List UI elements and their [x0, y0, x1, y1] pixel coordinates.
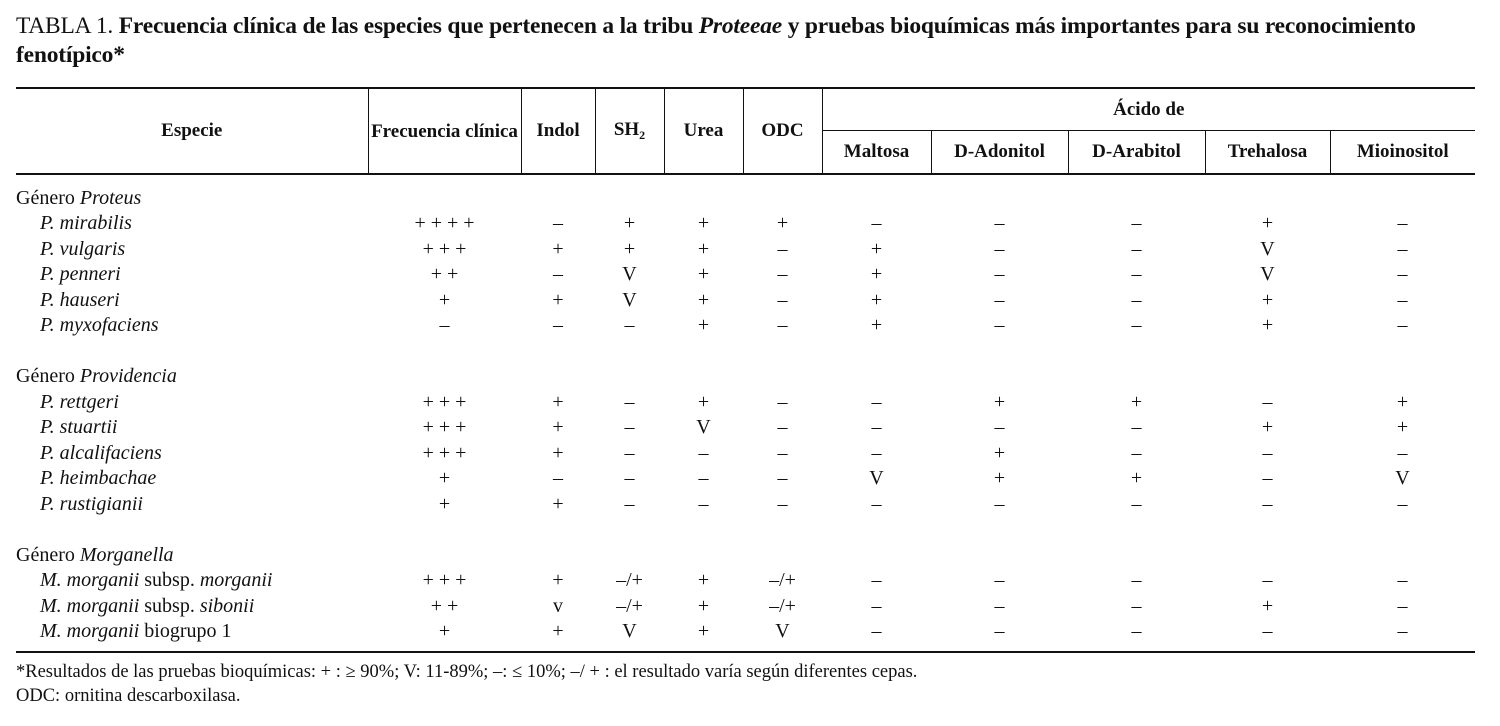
- value-cell: + +: [430, 263, 459, 286]
- species-cell: [16, 466, 368, 492]
- value-cell: V: [622, 263, 637, 286]
- value-cell: +: [697, 212, 710, 235]
- species-cell: [16, 619, 368, 645]
- value-cell: v: [553, 594, 563, 617]
- value-cell: +: [552, 441, 564, 464]
- value-cell: + + +: [422, 416, 467, 439]
- footnote-odc: ODC: ornitina descarboxilasa.: [16, 686, 241, 706]
- value-cell: –: [777, 263, 788, 286]
- value-cell: + + +: [422, 569, 467, 592]
- title-tribe: Proteeae: [698, 13, 782, 39]
- species-name: M. morganii: [40, 620, 140, 643]
- spacer-row: [16, 517, 1475, 542]
- species-name: P. stuartii: [40, 416, 118, 439]
- value-cell: –: [1131, 441, 1142, 464]
- value-cell: –: [1131, 263, 1142, 286]
- species-name: P. mirabilis: [40, 212, 132, 235]
- species-cell: [16, 415, 368, 441]
- spacer-cell: [16, 517, 1475, 542]
- spacer-row: [16, 339, 1475, 364]
- value-cell: –: [1131, 237, 1142, 260]
- value-cell: + + +: [422, 441, 467, 464]
- value-cell: –: [1131, 594, 1142, 617]
- header-mioinositol: Mioinositol: [1330, 131, 1475, 175]
- species-subspecies: sibonii: [199, 594, 255, 617]
- value-cell: –: [1262, 390, 1273, 413]
- species-name: P. vulgaris: [40, 237, 126, 260]
- table-label: TABLA 1.: [16, 13, 114, 39]
- value-cell: +: [1261, 594, 1274, 617]
- species-row: [16, 313, 1475, 339]
- value-cell: V: [1260, 263, 1275, 286]
- value-cell: –: [1397, 441, 1408, 464]
- value-cell: +: [1261, 288, 1274, 311]
- header-urea: Urea: [664, 88, 743, 174]
- value-cell: –: [994, 416, 1005, 439]
- value-cell: +: [697, 288, 710, 311]
- value-cell: –: [1262, 441, 1273, 464]
- species-row: [16, 262, 1475, 288]
- value-cell: –: [1397, 263, 1408, 286]
- value-cell: –/+: [769, 569, 796, 592]
- value-cell: –: [439, 314, 450, 337]
- header-sh2-base: SH: [613, 119, 640, 140]
- species-cell: [16, 313, 368, 339]
- value-cell: V: [622, 620, 637, 643]
- genus-prefix: Género: [16, 365, 75, 387]
- value-cell: –: [1262, 467, 1273, 490]
- value-cell: –: [1397, 212, 1408, 235]
- value-cell: –: [1397, 620, 1408, 643]
- species-name: P. rettgeri: [40, 390, 119, 413]
- value-cell: +: [438, 467, 451, 490]
- spacer-cell: [16, 645, 1475, 652]
- value-cell: +: [552, 390, 564, 413]
- header-trehalosa: Trehalosa: [1205, 131, 1330, 175]
- header-maltosa: Maltosa: [822, 131, 931, 175]
- value-cell: +: [697, 620, 710, 643]
- value-cell: +: [552, 237, 564, 260]
- table-header: [16, 88, 1475, 174]
- value-cell: –: [553, 212, 563, 235]
- genus-row: [16, 542, 1475, 568]
- value-cell: –: [1131, 288, 1142, 311]
- value-cell: + + + +: [414, 212, 475, 235]
- value-cell: +: [552, 620, 564, 643]
- value-cell: –: [1131, 416, 1142, 439]
- species-cell: [16, 568, 368, 594]
- species-name: P. myxofaciens: [40, 314, 159, 337]
- species-name: P. heimbachae: [40, 467, 157, 490]
- header-indol: Indol: [521, 88, 595, 174]
- species-name: M. morganii: [40, 594, 140, 617]
- species-cell: [16, 237, 368, 263]
- value-cell: V: [775, 620, 790, 643]
- value-cell: –: [1397, 594, 1408, 617]
- title-text-after: y pruebas bioquímicas más importantes para su reconocimiento fenotípico*: [16, 13, 1416, 68]
- value-cell: –: [994, 314, 1005, 337]
- value-cell: –: [624, 441, 635, 464]
- value-cell: –: [994, 569, 1005, 592]
- value-cell: +: [552, 569, 564, 592]
- genus-cell: [16, 185, 1475, 211]
- value-cell: –: [1262, 492, 1273, 515]
- species-row: [16, 441, 1475, 467]
- value-cell: –: [1131, 569, 1142, 592]
- value-cell: –: [1131, 492, 1142, 515]
- header-acido-de: Ácido de: [822, 88, 1475, 131]
- value-cell: –: [871, 492, 882, 515]
- species-qualifier: subsp.: [139, 569, 200, 592]
- species-cell: [16, 492, 368, 518]
- value-cell: +: [993, 441, 1006, 464]
- value-cell: +: [697, 569, 710, 592]
- species-cell: [16, 262, 368, 288]
- value-cell: –: [1262, 620, 1273, 643]
- header-sh2: [595, 88, 664, 174]
- genus-cell: [16, 364, 1475, 390]
- header-especie: Especie: [161, 120, 223, 141]
- value-cell: –: [553, 314, 563, 337]
- biochemical-table: [16, 87, 1475, 653]
- value-cell: +: [438, 620, 451, 643]
- value-cell: +: [1261, 212, 1274, 235]
- genus-prefix: Género: [16, 186, 75, 209]
- value-cell: +: [697, 390, 710, 413]
- species-qualifier: subsp.: [139, 594, 200, 617]
- value-cell: –: [871, 620, 882, 643]
- value-cell: +: [1261, 416, 1274, 439]
- value-cell: –: [777, 390, 788, 413]
- value-cell: V: [622, 288, 637, 311]
- species-row: [16, 211, 1475, 237]
- value-cell: –: [624, 314, 635, 337]
- value-cell: –/+: [769, 594, 796, 617]
- value-cell: –: [624, 492, 635, 515]
- value-cell: –: [871, 390, 882, 413]
- value-cell: V: [1260, 237, 1275, 260]
- species-cell: [16, 594, 368, 620]
- value-cell: –: [871, 441, 882, 464]
- value-cell: –: [994, 620, 1005, 643]
- species-row: [16, 415, 1475, 441]
- value-cell: –: [777, 467, 788, 490]
- value-cell: –: [1397, 237, 1408, 260]
- value-cell: –: [777, 288, 788, 311]
- value-cell: +: [1261, 314, 1274, 337]
- species-row: [16, 619, 1475, 645]
- genus-row: [16, 364, 1475, 390]
- species-cell: [16, 441, 368, 467]
- value-cell: –: [624, 467, 635, 490]
- value-cell: –: [871, 594, 882, 617]
- value-cell: –/+: [616, 569, 643, 592]
- genus-name: Morganella: [79, 543, 174, 566]
- value-cell: +: [993, 467, 1006, 490]
- value-cell: + + +: [422, 237, 467, 260]
- spacer-row: [16, 645, 1475, 652]
- value-cell: +: [697, 314, 710, 337]
- species-name: P. rustigianii: [40, 492, 143, 515]
- value-cell: +: [552, 416, 564, 439]
- species-row: [16, 237, 1475, 263]
- spacer-row: [16, 174, 1475, 185]
- species-name: P. penneri: [40, 263, 121, 286]
- species-row: [16, 594, 1475, 620]
- value-cell: +: [438, 492, 451, 515]
- value-cell: –: [994, 492, 1005, 515]
- value-cell: +: [776, 212, 789, 235]
- table-body: [16, 174, 1475, 652]
- header-arabitol: D-Arabitol: [1068, 131, 1205, 175]
- value-cell: –: [1262, 569, 1273, 592]
- value-cell: +: [552, 492, 564, 515]
- value-cell: V: [1395, 467, 1410, 490]
- value-cell: –: [553, 467, 563, 490]
- value-cell: –: [698, 492, 709, 515]
- value-cell: –: [871, 416, 882, 439]
- value-cell: –: [553, 263, 563, 286]
- value-cell: –: [777, 237, 788, 260]
- value-cell: + +: [430, 594, 459, 617]
- species-qualifier: biogrupo 1: [139, 620, 232, 643]
- value-cell: +: [1130, 467, 1143, 490]
- value-cell: +: [870, 237, 883, 260]
- value-cell: +: [993, 390, 1006, 413]
- table-title-text: [16, 13, 1416, 68]
- value-cell: +: [870, 263, 883, 286]
- value-cell: +: [552, 288, 564, 311]
- value-cell: +: [697, 237, 710, 260]
- value-cell: –: [698, 467, 709, 490]
- value-cell: –: [1397, 288, 1408, 311]
- genus-prefix: Género: [16, 543, 75, 566]
- value-cell: +: [870, 314, 883, 337]
- genus-name: Proteus: [79, 186, 142, 209]
- table-footnotes: [16, 660, 1486, 708]
- value-cell: –: [1397, 314, 1408, 337]
- header-sh2-sub: 2: [639, 128, 646, 142]
- value-cell: –: [777, 416, 788, 439]
- value-cell: –: [1131, 314, 1142, 337]
- value-cell: –: [777, 441, 788, 464]
- species-cell: [16, 390, 368, 416]
- value-cell: +: [623, 237, 636, 260]
- value-cell: +: [870, 288, 883, 311]
- value-cell: –/+: [616, 594, 643, 617]
- value-cell: + + +: [422, 390, 467, 413]
- value-cell: –: [698, 441, 709, 464]
- species-row: [16, 390, 1475, 416]
- value-cell: +: [697, 594, 710, 617]
- value-cell: +: [697, 263, 710, 286]
- value-cell: –: [1397, 569, 1408, 592]
- value-cell: V: [869, 467, 884, 490]
- genus-name: Providencia: [79, 365, 177, 387]
- value-cell: +: [623, 212, 636, 235]
- value-cell: –: [994, 212, 1005, 235]
- value-cell: –: [871, 212, 882, 235]
- species-row: [16, 492, 1475, 518]
- species-name: M. morganii: [40, 569, 140, 592]
- species-row: [16, 568, 1475, 594]
- value-cell: +: [1396, 390, 1409, 413]
- value-cell: –: [1397, 492, 1408, 515]
- footnote-results: *Resultados de las pruebas bioquímicas: + : ≥ 90%; V: 11-89%; –: ≤ 10%; –/ + : el resultado varía según diferentes cepas.: [16, 662, 918, 682]
- species-name: P. hauseri: [40, 288, 120, 311]
- value-cell: –: [777, 314, 788, 337]
- value-cell: –: [1131, 212, 1142, 235]
- species-subspecies: morganii: [199, 569, 273, 592]
- value-cell: +: [1396, 416, 1409, 439]
- species-row: [16, 466, 1475, 492]
- value-cell: –: [994, 237, 1005, 260]
- header-adonitol: D-Adonitol: [931, 131, 1068, 175]
- value-cell: –: [777, 492, 788, 515]
- species-cell: [16, 288, 368, 314]
- value-cell: +: [438, 288, 451, 311]
- title-text-before: Frecuencia clínica de las especies que pertenecen a la tribu: [118, 13, 694, 39]
- value-cell: –: [994, 288, 1005, 311]
- value-cell: –: [624, 416, 635, 439]
- genus-row: [16, 185, 1475, 211]
- value-cell: +: [1130, 390, 1143, 413]
- genus-cell: [16, 542, 1475, 568]
- value-cell: –: [1131, 620, 1142, 643]
- species-row: [16, 288, 1475, 314]
- value-cell: –: [871, 569, 882, 592]
- species-name: P. alcalifaciens: [40, 441, 162, 464]
- value-cell: –: [994, 263, 1005, 286]
- species-cell: [16, 211, 368, 237]
- spacer-cell: [16, 174, 1475, 185]
- header-odc: ODC: [743, 88, 822, 174]
- spacer-cell: [16, 339, 1475, 364]
- table-title: [16, 12, 1486, 70]
- value-cell: –: [994, 594, 1005, 617]
- value-cell: V: [696, 416, 711, 439]
- value-cell: –: [624, 390, 635, 413]
- header-frecuencia: Frecuencia clínica: [368, 88, 521, 174]
